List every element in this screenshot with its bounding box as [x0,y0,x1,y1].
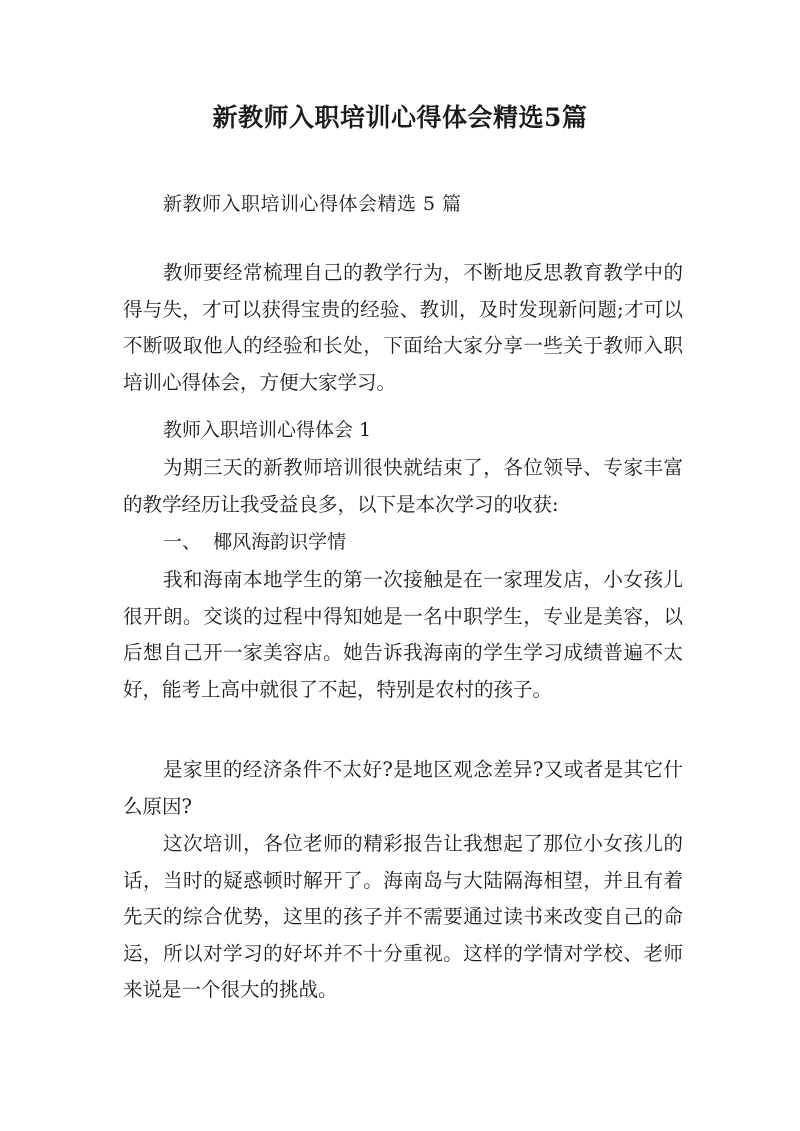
intro-paragraph: 教师要经常梳理自己的教学行为，不断地反思教育教学中的得与失，才可以获得宝贵的经验、教训，及时发现新问题;才可以不断吸取他人的经验和长处，下面给大家分享一些关于教师入职培训心得体会，方便大家学习。 [123,261,683,394]
document-title: 新教师入职培训心得体会精选5篇 [212,103,588,132]
paragraph-student-encounter: 我和海南本地学生的第一次接触是在一家理发店，小女孩儿很开朗。交谈的过程中得知她是一名中职学生，专业是美容，以后想自己开一家美容店。她告诉我海南的学生学习成绩普遍不太好，能考上高中就很了不起，特别是农村的孩子。 [123,568,683,701]
paragraph-question: 是家里的经济条件不太好?是地区观念差异?又或者是其它什么原因? [123,758,683,818]
document-subtitle: 新教师入职培训心得体会精选 5 篇 [163,193,462,215]
subheading-1: 一、 椰风海韵识学情 [163,531,347,553]
paragraph-reflection: 这次培训，各位老师的精彩报告让我想起了那位小女孩儿的话，当时的疑惑顿时解开了。海南岛与大陆隔海相望，并且有着先天的综合优势，这里的孩子并不需要通过读书来改变自己的命运，所以对学习的好坏并不十分重视。这样的学情对学校、老师来说是一个很大的挑战。 [123,832,683,1001]
paragraph-training-summary: 为期三天的新教师培训很快就结束了，各位领导、专家丰富的教学经历让我受益良多，以下是本次学习的收获: [123,456,683,516]
section-heading: 教师入职培训心得体会 1 [163,419,372,441]
